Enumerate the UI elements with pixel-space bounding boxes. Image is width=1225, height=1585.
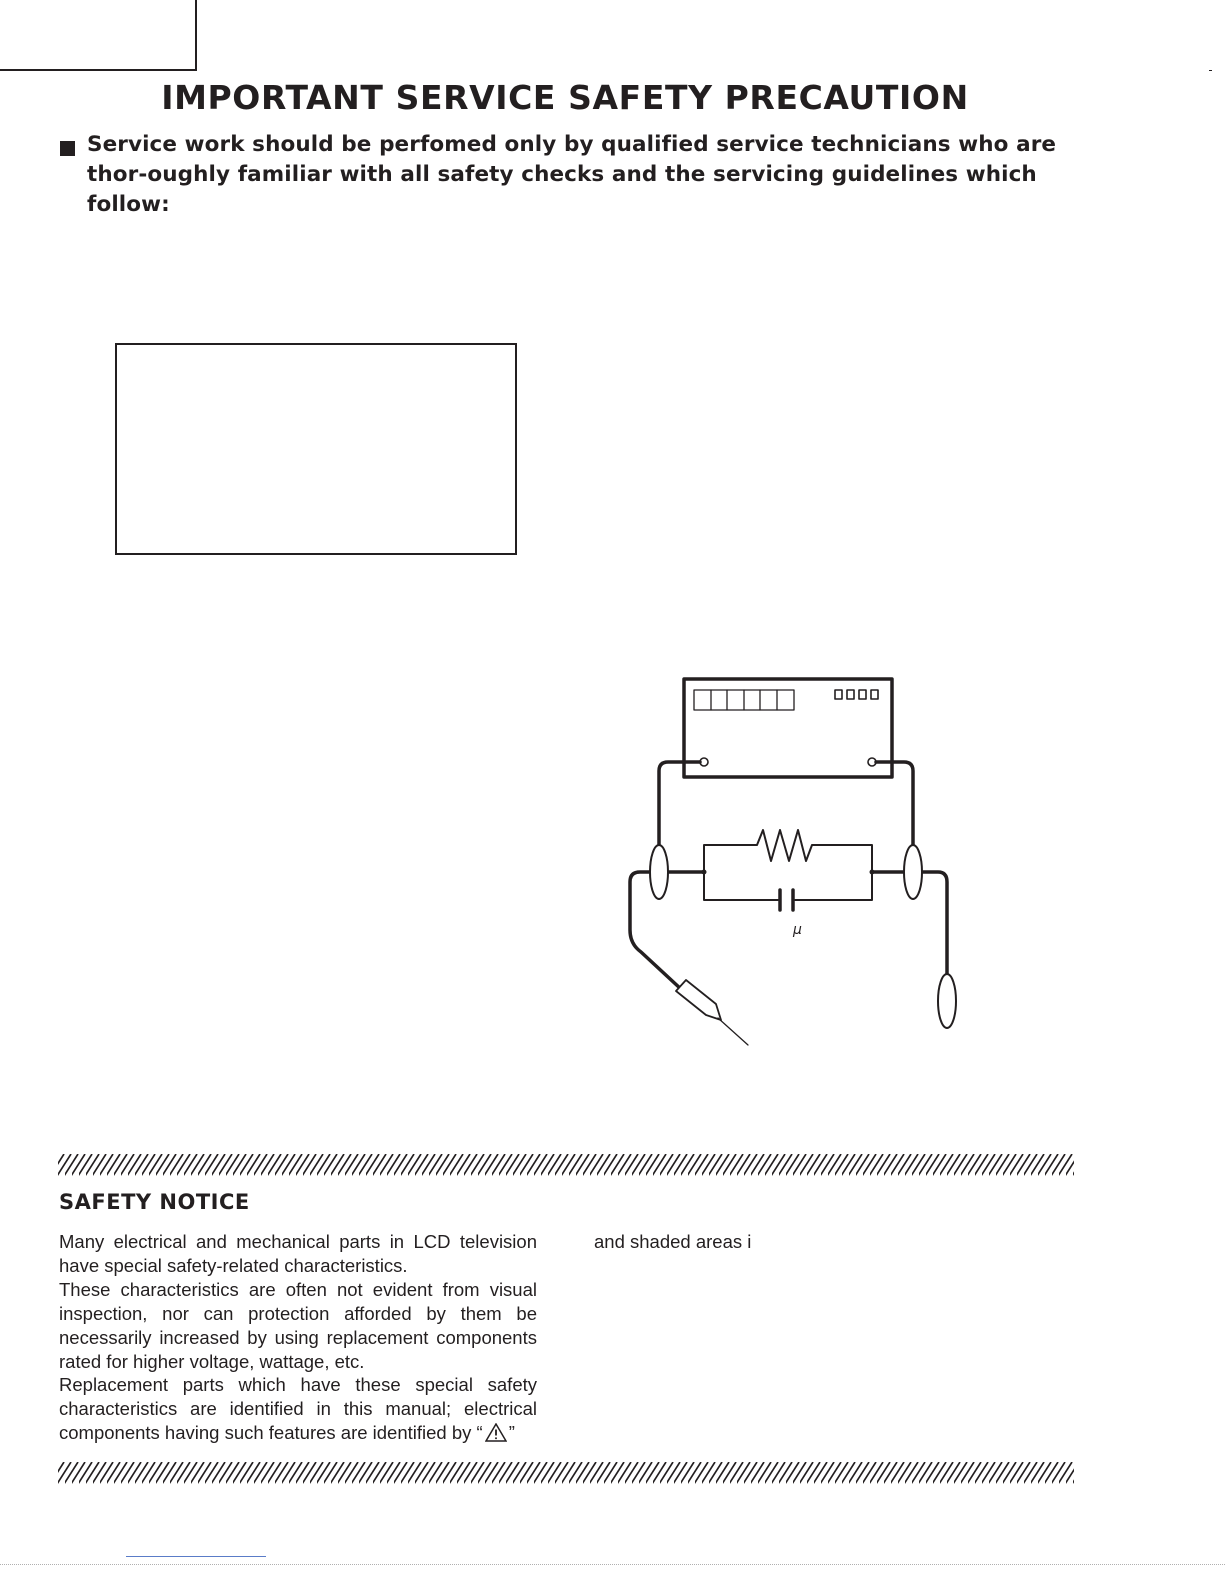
page-title: IMPORTANT SERVICE SAFETY PRECAUTION xyxy=(161,78,969,117)
footer-link-underline[interactable] xyxy=(126,1556,266,1557)
test-leads xyxy=(630,762,947,990)
notice-text: Replacement parts which have these special safety characteristics are identified in this manual; electrical components having such features are identified by “ xyxy=(59,1374,537,1444)
notice-right-column: and shaded areas i xyxy=(594,1231,752,1252)
capacitor-unit-label: μ xyxy=(793,922,802,938)
blank-box xyxy=(115,343,517,555)
notice-text: ” xyxy=(508,1422,515,1444)
intro-text: Service work should be perfomed only by qualified service technicians who are thor-oughly familiar with all safety checks and the servicing guidelines which follow: xyxy=(87,132,1057,217)
notice-paragraph xyxy=(59,1373,537,1445)
edge-mark xyxy=(1209,70,1212,71)
square-bullet-icon xyxy=(60,141,75,156)
resistor-capacitor-network xyxy=(702,830,875,910)
warning-triangle-icon xyxy=(485,1423,507,1442)
notice-paragraph: These characteristics are often not evident from visual inspection, nor can protection afforded by them be necessarily increased by using replacement components rated for higher voltage, wattage, etc. xyxy=(59,1278,537,1372)
hatch-divider-bottom xyxy=(58,1462,1074,1484)
page-corner-box xyxy=(0,0,197,71)
safety-notice-body xyxy=(59,1230,537,1445)
leakage-test-diagram xyxy=(620,670,970,1060)
footer-dotted-rule xyxy=(0,1564,1225,1565)
probe-tip-icon xyxy=(676,980,748,1045)
notice-paragraph: Many electrical and mechanical parts in LCD television have special safety-related characteristics. xyxy=(59,1231,537,1276)
meter-instrument xyxy=(684,679,892,777)
safety-notice-heading: SAFETY NOTICE xyxy=(59,1190,250,1214)
hatch-divider-top xyxy=(58,1154,1074,1176)
